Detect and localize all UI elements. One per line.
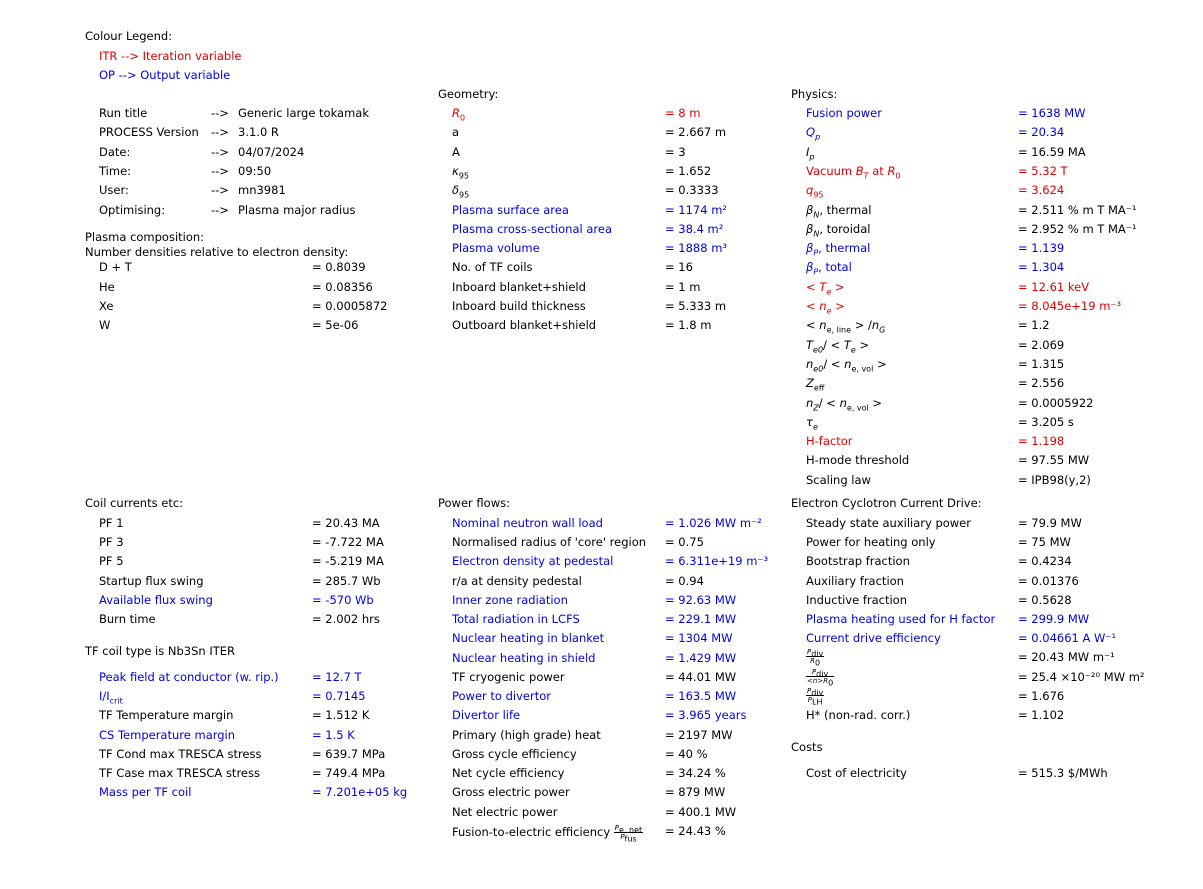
geo-outboard-value: = 1.8 m [665, 318, 712, 332]
date-value: 04/07/2024 [238, 145, 305, 159]
coil-burn-value: = 2.002 hrs [312, 612, 380, 626]
eccd-bootstrap-value: = 0.4234 [1018, 554, 1072, 568]
time-arrow: --> [211, 164, 229, 178]
pow-total-rad-value: = 229.1 MW [665, 612, 737, 626]
pow-shield-label: Nuclear heating in shield [452, 651, 596, 665]
pow-inner-rad-label: Inner zone radiation [452, 593, 568, 607]
pow-net-eff-value: = 34.24 % [665, 766, 726, 780]
phys-betan-toroidal-value: = 2.952 % m T MA⁻¹ [1018, 222, 1137, 236]
geo-r0-value: = 8 m [665, 106, 701, 120]
phys-ne-peak-value: = 1.315 [1018, 357, 1065, 371]
tf-cond-value: = 639.7 MPa [312, 747, 386, 761]
eccd-inductive-value: = 0.5628 [1018, 593, 1072, 607]
date-label: Date: [99, 145, 131, 159]
phys-betan-thermal-value: = 2.511 % m T MA⁻¹ [1018, 203, 1137, 217]
phys-hfactor-value: = 1.198 [1018, 434, 1065, 448]
pow-blanket-label: Nuclear heating in blanket [452, 631, 605, 645]
comp-he-value: = 0.08356 [312, 280, 373, 294]
pow-net-elec-label: Net electric power [452, 805, 558, 819]
pow-f2e-label: Fusion-to-electric efficiency $\frac{P_{e, net}}{P_{fus}}$ [452, 824, 643, 844]
pow-primary-value: = 2197 MW [665, 728, 733, 742]
pow-f2e-value: = 24.43 % [665, 824, 726, 838]
phys-ip-label: $I_p$ [806, 145, 815, 162]
phys-te-label: < $T_e$ > [806, 280, 845, 297]
tf-icrit-value: = 0.7145 [312, 689, 366, 703]
comp-w-value: = 5e-06 [312, 318, 359, 332]
pow-core-label: Normalised radius of 'core' region [452, 535, 647, 549]
geo-a-value: = 2.667 m [665, 125, 727, 139]
phys-betap-total-label: $\beta_P$, total [806, 260, 852, 277]
optimising-value: Plasma major radius [238, 203, 356, 217]
eccd-pdiv-r0-value: = 20.43 MW m⁻¹ [1018, 650, 1115, 664]
pow-divertor-label: Power to divertor [452, 689, 552, 703]
phys-te-peak-label: $T_{e0}/ < T_e$ > [806, 338, 870, 355]
cs-temp-value: = 1.5 K [312, 728, 355, 742]
coil-pf3-label: PF 3 [99, 535, 124, 549]
geo-volume-label: Plasma volume [452, 241, 540, 255]
eccd-title: Electron Cyclotron Current Drive: [791, 496, 982, 510]
pow-blanket-value: = 1304 MW [665, 631, 733, 645]
coil-pf3-value: = -7.722 MA [312, 535, 384, 549]
pow-gross-eff-label: Gross cycle efficiency [452, 747, 577, 761]
phys-betan-thermal-label: $\beta_N$, thermal [806, 203, 872, 220]
coil-pf1-value: = 20.43 MA [312, 516, 380, 530]
pow-total-rad-label: Total radiation in LCFS [452, 612, 580, 626]
pow-ped-ra-label: r/a at density pedestal [452, 574, 582, 588]
eccd-aux-label: Steady state auxiliary power [806, 516, 971, 530]
power-title: Power flows: [438, 496, 510, 510]
time-value: 09:50 [238, 164, 272, 178]
pow-divlife-value: = 3.965 years [665, 708, 747, 722]
tf-temp-value: = 1.512 K [312, 708, 370, 722]
cost-coe-value: = 515.3 $/MWh [1018, 766, 1108, 780]
comp-xe-value: = 0.0005872 [312, 299, 388, 313]
phys-greenwald-label: < $n_{e, line} > /n_G$ [806, 318, 886, 335]
tf-temp-label: TF Temperature margin [99, 708, 234, 722]
geo-delta-label: $\delta_{95}$ [452, 183, 470, 200]
coil-startup-value: = 285.7 Wb [312, 574, 381, 588]
tf-case-label: TF Case max TRESCA stress [99, 766, 260, 780]
coil-burn-label: Burn time [99, 612, 156, 626]
composition-subtitle: Number densities relative to electron density: [85, 245, 349, 259]
phys-betap-thermal-label: $\beta_P$, thermal [806, 241, 871, 258]
phys-fusion-label: Fusion power [806, 106, 882, 120]
pow-ped-ra-value: = 0.94 [665, 574, 704, 588]
geo-tfcoils-value: = 16 [665, 260, 693, 274]
phys-nz-value: = 0.0005922 [1018, 396, 1094, 410]
geo-a-label: a [452, 125, 460, 139]
geo-tfcoils-label: No. of TF coils [452, 260, 533, 274]
pow-inner-rad-value: = 92.63 MW [665, 593, 737, 607]
pow-gross-elec-value: = 879 MW [665, 785, 726, 799]
pow-ped-density-label: Electron density at pedestal [452, 554, 614, 568]
pow-divertor-value: = 163.5 MW [665, 689, 737, 703]
geo-inboard-build-value: = 5.333 m [665, 299, 727, 313]
phys-scaling-label: Scaling law [806, 473, 871, 487]
cs-temp-label: CS Temperature margin [99, 728, 236, 742]
eccd-auxfrac-label: Auxiliary fraction [806, 574, 904, 588]
phys-ne-value: = 8.045e+19 m⁻³ [1018, 299, 1122, 313]
phys-zeff-label: $Z_{eff}$ [806, 376, 825, 393]
geo-volume-value: = 1888 m³ [665, 241, 728, 255]
eccd-heating-value: = 75 MW [1018, 535, 1071, 549]
pow-cryo-label: TF cryogenic power [452, 670, 565, 684]
geo-kappa-label: $\kappa_{95}$ [452, 164, 469, 181]
pow-net-eff-label: Net cycle efficiency [452, 766, 565, 780]
user-arrow: --> [211, 183, 229, 197]
phys-ne-peak-label: $n_{e0}/ < n_{e, vol}$ > [806, 357, 887, 374]
composition-title: Plasma composition: [85, 230, 205, 244]
costs-title: Costs [791, 740, 823, 754]
phys-betap-total-value: = 1.304 [1018, 260, 1065, 274]
run-title-value: Generic large tokamak [238, 106, 370, 120]
coils-title: Coil currents etc: [85, 496, 184, 510]
version-arrow: --> [211, 125, 229, 139]
coil-pf5-label: PF 5 [99, 554, 124, 568]
tf-icrit-label: $I/I_{crit}$ [99, 689, 123, 706]
eccd-hstar-label: H* (non-rad. corr.) [806, 708, 911, 722]
eccd-pdiv-plh-label: $\frac{P_{div}}{P_{LH}}$ [807, 687, 824, 707]
geo-inboard-value: = 1 m [665, 280, 701, 294]
eccd-pdiv-r0-label: $\frac{P_{div}}{R_0}$ [807, 648, 824, 668]
geo-outboard-label: Outboard blanket+shield [452, 318, 597, 332]
pow-ped-density-value: = 6.311e+19 m⁻³ [665, 554, 769, 568]
eccd-pdiv-nr0-label: $\frac{P_{div}}{<n>R_0}$ [807, 668, 834, 688]
coil-pf1-label: PF 1 [99, 516, 124, 530]
phys-hmode-label: H-mode threshold [806, 453, 910, 467]
phys-fusion-value: = 1638 MW [1018, 106, 1086, 120]
phys-scaling-value: = IPB98(y,2) [1018, 473, 1091, 487]
eccd-auxfrac-value: = 0.01376 [1018, 574, 1079, 588]
date-arrow: --> [211, 145, 229, 159]
eccd-inductive-label: Inductive fraction [806, 593, 908, 607]
run-title-label: Run title [99, 106, 148, 120]
coil-startup-label: Startup flux swing [99, 574, 204, 588]
legend-itr: ITR --> Iteration variable [99, 49, 242, 63]
geo-surface-label: Plasma surface area [452, 203, 569, 217]
phys-taue-value: = 3.205 s [1018, 415, 1074, 429]
geometry-title: Geometry: [438, 87, 499, 101]
pow-primary-label: Primary (high grade) heat [452, 728, 601, 742]
geo-aspect-label: A [452, 145, 460, 159]
pow-core-value: = 0.75 [665, 535, 704, 549]
eccd-hheat-label: Plasma heating used for H factor [806, 612, 996, 626]
phys-taue-label: $\tau_e$ [806, 415, 818, 432]
legend-title: Colour Legend: [85, 29, 173, 43]
eccd-bootstrap-label: Bootstrap fraction [806, 554, 910, 568]
pow-divlife-label: Divertor life [452, 708, 521, 722]
pow-gross-eff-value: = 40 % [665, 747, 708, 761]
geo-aspect-value: = 3 [665, 145, 686, 159]
phys-qp-value: = 20.34 [1018, 125, 1065, 139]
eccd-heating-label: Power for heating only [806, 535, 936, 549]
geo-kappa-value: = 1.652 [665, 164, 712, 178]
pow-wall-value: = 1.026 MW m⁻² [665, 516, 762, 530]
version-value: 3.1.0 R [238, 125, 279, 139]
phys-hfactor-label: H-factor [806, 434, 853, 448]
optimising-arrow: --> [211, 203, 229, 217]
phys-nz-label: $n_Z/ < n_{e, vol}$ > [806, 396, 883, 413]
geo-xsection-value: = 38.4 m² [665, 222, 724, 236]
physics-title: Physics: [791, 87, 838, 101]
phys-ip-value: = 16.59 MA [1018, 145, 1086, 159]
user-value: mn3981 [238, 183, 286, 197]
tf-case-value: = 749.4 MPa [312, 766, 386, 780]
geo-r0-label: $R_0$ [452, 106, 466, 123]
tf-cond-label: TF Cond max TRESCA stress [99, 747, 262, 761]
cost-coe-label: Cost of electricity [806, 766, 907, 780]
phys-te-peak-value: = 2.069 [1018, 338, 1065, 352]
tf-title: TF coil type is Nb3Sn ITER [85, 644, 236, 658]
version-label: PROCESS Version [99, 125, 199, 139]
coil-pf5-value: = -5.219 MA [312, 554, 384, 568]
time-label: Time: [99, 164, 132, 178]
phys-betan-toroidal-label: $\beta_N$, toroidal [806, 222, 871, 239]
pow-gross-elec-label: Gross electric power [452, 785, 570, 799]
comp-dt-value: = 0.8039 [312, 260, 366, 274]
pow-shield-value: = 1.429 MW [665, 651, 737, 665]
tf-peak-value: = 12.7 T [312, 670, 362, 684]
comp-he-label: He [99, 280, 115, 294]
eccd-pdiv-nr0-value: = 25.4 ×10⁻²⁰ MW m² [1018, 670, 1145, 684]
tf-mass-label: Mass per TF coil [99, 785, 192, 799]
coil-available-label: Available flux swing [99, 593, 213, 607]
legend-op: OP --> Output variable [99, 68, 231, 82]
optimising-label: Optimising: [99, 203, 166, 217]
pow-net-elec-value: = 400.1 MW [665, 805, 737, 819]
geo-inboard-label: Inboard blanket+shield [452, 280, 586, 294]
phys-ne-label: < $n_e$ > [806, 299, 845, 316]
eccd-cd-eff-label: Current drive efficiency [806, 631, 941, 645]
run-title-arrow: --> [211, 106, 229, 120]
comp-xe-label: Xe [99, 299, 114, 313]
phys-hmode-value: = 97.55 MW [1018, 453, 1090, 467]
geo-delta-value: = 0.3333 [665, 183, 719, 197]
tf-mass-value: = 7.201e+05 kg [312, 785, 408, 799]
eccd-hheat-value: = 299.9 MW [1018, 612, 1090, 626]
phys-qp-label: $Q_p$ [806, 125, 821, 142]
phys-bt-label: Vacuum $B_T$ at $R_0$ [806, 164, 901, 181]
phys-zeff-value: = 2.556 [1018, 376, 1065, 390]
comp-dt-label: D + T [99, 260, 132, 274]
tf-peak-label: Peak field at conductor (w. rip.) [99, 670, 279, 684]
eccd-hstar-value: = 1.102 [1018, 708, 1065, 722]
pow-wall-label: Nominal neutron wall load [452, 516, 603, 530]
phys-q95-value: = 3.624 [1018, 183, 1065, 197]
phys-betap-thermal-value: = 1.139 [1018, 241, 1065, 255]
coil-available-value: = -570 Wb [312, 593, 374, 607]
geo-surface-value: = 1174 m² [665, 203, 728, 217]
eccd-pdiv-plh-value: = 1.676 [1018, 689, 1065, 703]
user-label: User: [99, 183, 129, 197]
phys-te-value: = 12.61 keV [1018, 280, 1090, 294]
geo-xsection-label: Plasma cross-sectional area [452, 222, 613, 236]
eccd-cd-eff-value: = 0.04661 A W⁻¹ [1018, 631, 1117, 645]
phys-q95-label: $q_{95}$ [806, 183, 824, 200]
comp-w-label: W [99, 318, 111, 332]
geo-inboard-build-label: Inboard build thickness [452, 299, 586, 313]
pow-cryo-value: = 44.01 MW [665, 670, 737, 684]
phys-greenwald-value: = 1.2 [1018, 318, 1050, 332]
phys-bt-value: = 5.32 T [1018, 164, 1068, 178]
eccd-aux-value: = 79.9 MW [1018, 516, 1082, 530]
